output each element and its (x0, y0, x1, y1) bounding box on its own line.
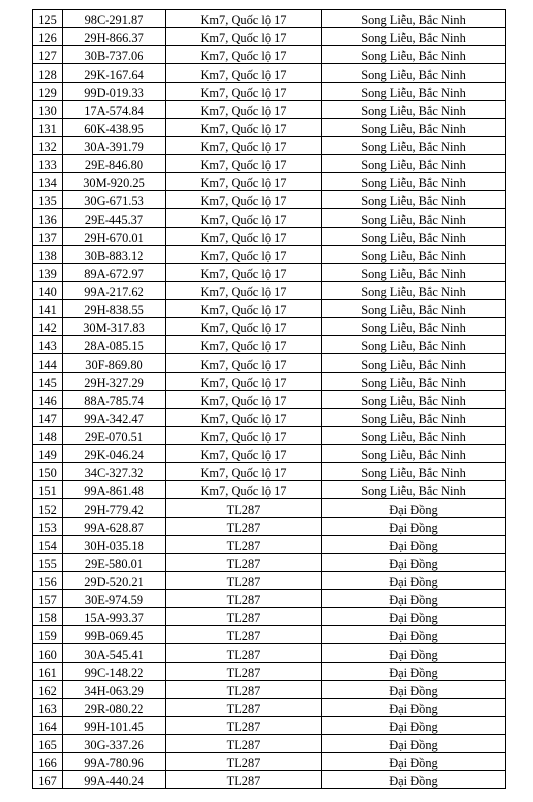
location-cell: Km7, Quốc lộ 17 (166, 173, 322, 191)
area-cell: Đại Đồng (322, 535, 506, 553)
table-row (33, 118, 506, 136)
row-number-cell: 133 (33, 155, 63, 173)
location-cell: TL287 (166, 644, 322, 662)
plate-number-cell: 99A-628.87 (63, 517, 166, 535)
row-number-cell: 132 (33, 136, 63, 154)
location-cell: Km7, Quốc lộ 17 (166, 28, 322, 46)
plate-number-cell: 34C-327.32 (63, 463, 166, 481)
area-cell: Đại Đồng (322, 626, 506, 644)
area-cell: Song Liễu, Bắc Ninh (322, 209, 506, 227)
plate-number-cell: 29H-838.55 (63, 300, 166, 318)
table-row (33, 535, 506, 553)
table-row (33, 644, 506, 662)
row-number-cell: 128 (33, 64, 63, 82)
row-number-cell: 155 (33, 553, 63, 571)
row-number-cell: 149 (33, 445, 63, 463)
plate-number-cell: 30F-869.80 (63, 354, 166, 372)
table-row (33, 227, 506, 245)
location-cell: Km7, Quốc lộ 17 (166, 463, 322, 481)
plate-number-cell: 30A-545.41 (63, 644, 166, 662)
table-row (33, 590, 506, 608)
table-row (33, 354, 506, 372)
area-cell: Đại Đồng (322, 662, 506, 680)
location-cell: Km7, Quốc lộ 17 (166, 118, 322, 136)
plate-number-cell: 99A-217.62 (63, 281, 166, 299)
location-cell: Km7, Quốc lộ 17 (166, 82, 322, 100)
area-cell: Song Liễu, Bắc Ninh (322, 354, 506, 372)
table-row (33, 46, 506, 64)
row-number-cell: 157 (33, 590, 63, 608)
row-number-cell: 138 (33, 245, 63, 263)
location-cell: Km7, Quốc lộ 17 (166, 10, 322, 28)
table-row (33, 716, 506, 734)
plate-number-cell: 99A-861.48 (63, 481, 166, 499)
area-cell: Đại Đồng (322, 753, 506, 771)
area-cell: Song Liễu, Bắc Ninh (322, 227, 506, 245)
location-cell: Km7, Quốc lộ 17 (166, 155, 322, 173)
location-cell: Km7, Quốc lộ 17 (166, 300, 322, 318)
table-row (33, 136, 506, 154)
table-row (33, 408, 506, 426)
area-cell: Đại Đồng (322, 644, 506, 662)
row-number-cell: 135 (33, 191, 63, 209)
plate-number-cell: 89A-672.97 (63, 263, 166, 281)
plate-number-cell: 99A-440.24 (63, 771, 166, 789)
table-row (33, 481, 506, 499)
location-cell: Km7, Quốc lộ 17 (166, 336, 322, 354)
location-cell: TL287 (166, 571, 322, 589)
table-row (33, 82, 506, 100)
location-cell: Km7, Quốc lộ 17 (166, 281, 322, 299)
area-cell: Đại Đồng (322, 698, 506, 716)
area-cell: Song Liễu, Bắc Ninh (322, 300, 506, 318)
row-number-cell: 159 (33, 626, 63, 644)
table-row (33, 209, 506, 227)
location-cell: Km7, Quốc lộ 17 (166, 245, 322, 263)
area-cell: Đại Đồng (322, 553, 506, 571)
location-cell: TL287 (166, 753, 322, 771)
area-cell: Song Liễu, Bắc Ninh (322, 10, 506, 28)
table-row (33, 608, 506, 626)
row-number-cell: 153 (33, 517, 63, 535)
row-number-cell: 150 (33, 463, 63, 481)
table-body (33, 10, 506, 789)
plate-number-cell: 99D-019.33 (63, 82, 166, 100)
table-row (33, 735, 506, 753)
table-row (33, 698, 506, 716)
plate-number-cell: 30M-920.25 (63, 173, 166, 191)
plate-number-cell: 99H-101.45 (63, 716, 166, 734)
plate-number-cell: 99C-148.22 (63, 662, 166, 680)
table-row (33, 517, 506, 535)
area-cell: Đại Đồng (322, 680, 506, 698)
table-row (33, 300, 506, 318)
location-cell: Km7, Quốc lộ 17 (166, 318, 322, 336)
area-cell: Đại Đồng (322, 517, 506, 535)
area-cell: Song Liễu, Bắc Ninh (322, 336, 506, 354)
row-number-cell: 127 (33, 46, 63, 64)
plate-number-cell: 30M-317.83 (63, 318, 166, 336)
area-cell: Đại Đồng (322, 716, 506, 734)
location-cell: Km7, Quốc lộ 17 (166, 227, 322, 245)
area-cell: Song Liễu, Bắc Ninh (322, 263, 506, 281)
location-cell: TL287 (166, 735, 322, 753)
area-cell: Song Liễu, Bắc Ninh (322, 445, 506, 463)
row-number-cell: 154 (33, 535, 63, 553)
plate-number-cell: 30E-974.59 (63, 590, 166, 608)
row-number-cell: 146 (33, 390, 63, 408)
row-number-cell: 156 (33, 571, 63, 589)
table-row (33, 372, 506, 390)
table-row (33, 155, 506, 173)
location-cell: Km7, Quốc lộ 17 (166, 46, 322, 64)
table-row (33, 28, 506, 46)
area-cell: Đại Đồng (322, 571, 506, 589)
area-cell: Song Liễu, Bắc Ninh (322, 318, 506, 336)
area-cell: Song Liễu, Bắc Ninh (322, 136, 506, 154)
location-cell: Km7, Quốc lộ 17 (166, 191, 322, 209)
row-number-cell: 162 (33, 680, 63, 698)
plate-number-cell: 60K-438.95 (63, 118, 166, 136)
table-row (33, 281, 506, 299)
table-row (33, 64, 506, 82)
plate-number-cell: 30B-883.12 (63, 245, 166, 263)
plate-number-cell: 15A-993.37 (63, 608, 166, 626)
location-cell: TL287 (166, 535, 322, 553)
area-cell: Đại Đồng (322, 499, 506, 517)
table-row (33, 680, 506, 698)
area-cell: Song Liễu, Bắc Ninh (322, 82, 506, 100)
location-cell: TL287 (166, 680, 322, 698)
row-number-cell: 164 (33, 716, 63, 734)
table-row (33, 336, 506, 354)
plate-number-cell: 29R-080.22 (63, 698, 166, 716)
row-number-cell: 137 (33, 227, 63, 245)
location-cell: Km7, Quốc lộ 17 (166, 263, 322, 281)
row-number-cell: 139 (33, 263, 63, 281)
plate-number-cell: 29E-580.01 (63, 553, 166, 571)
row-number-cell: 141 (33, 300, 63, 318)
table-row (33, 10, 506, 28)
row-number-cell: 167 (33, 771, 63, 789)
area-cell: Song Liễu, Bắc Ninh (322, 390, 506, 408)
area-cell: Song Liễu, Bắc Ninh (322, 245, 506, 263)
table-row (33, 318, 506, 336)
location-cell: Km7, Quốc lộ 17 (166, 64, 322, 82)
area-cell: Đại Đồng (322, 771, 506, 789)
location-cell: Km7, Quốc lộ 17 (166, 408, 322, 426)
plate-number-cell: 29H-327.29 (63, 372, 166, 390)
location-cell: Km7, Quốc lộ 17 (166, 481, 322, 499)
table-row (33, 263, 506, 281)
area-cell: Song Liễu, Bắc Ninh (322, 281, 506, 299)
row-number-cell: 129 (33, 82, 63, 100)
table-row (33, 191, 506, 209)
location-cell: Km7, Quốc lộ 17 (166, 445, 322, 463)
location-cell: Km7, Quốc lộ 17 (166, 100, 322, 118)
row-number-cell: 142 (33, 318, 63, 336)
row-number-cell: 158 (33, 608, 63, 626)
plate-number-cell: 29H-779.42 (63, 499, 166, 517)
row-number-cell: 165 (33, 735, 63, 753)
row-number-cell: 166 (33, 753, 63, 771)
row-number-cell: 163 (33, 698, 63, 716)
area-cell: Song Liễu, Bắc Ninh (322, 408, 506, 426)
row-number-cell: 147 (33, 408, 63, 426)
row-number-cell: 151 (33, 481, 63, 499)
plate-number-cell: 29E-070.51 (63, 426, 166, 444)
plate-number-cell: 30G-671.53 (63, 191, 166, 209)
location-cell: TL287 (166, 590, 322, 608)
area-cell: Song Liễu, Bắc Ninh (322, 481, 506, 499)
table-row (33, 426, 506, 444)
plate-number-cell: 30H-035.18 (63, 535, 166, 553)
table-row (33, 753, 506, 771)
plate-number-cell: 30B-737.06 (63, 46, 166, 64)
row-number-cell: 126 (33, 28, 63, 46)
plate-number-cell: 34H-063.29 (63, 680, 166, 698)
location-cell: TL287 (166, 608, 322, 626)
location-cell: TL287 (166, 517, 322, 535)
table-row (33, 571, 506, 589)
table-row (33, 499, 506, 517)
table-row (33, 173, 506, 191)
plates-table (32, 9, 506, 789)
row-number-cell: 148 (33, 426, 63, 444)
location-cell: Km7, Quốc lộ 17 (166, 136, 322, 154)
area-cell: Song Liễu, Bắc Ninh (322, 372, 506, 390)
plate-number-cell: 29E-445.37 (63, 209, 166, 227)
plate-number-cell: 30G-337.26 (63, 735, 166, 753)
plate-number-cell: 29D-520.21 (63, 571, 166, 589)
plate-number-cell: 99B-069.45 (63, 626, 166, 644)
area-cell: Song Liễu, Bắc Ninh (322, 28, 506, 46)
area-cell: Song Liễu, Bắc Ninh (322, 155, 506, 173)
area-cell: Song Liễu, Bắc Ninh (322, 64, 506, 82)
table-row (33, 771, 506, 789)
area-cell: Đại Đồng (322, 608, 506, 626)
row-number-cell: 160 (33, 644, 63, 662)
row-number-cell: 134 (33, 173, 63, 191)
area-cell: Song Liễu, Bắc Ninh (322, 426, 506, 444)
location-cell: Km7, Quốc lộ 17 (166, 426, 322, 444)
location-cell: TL287 (166, 771, 322, 789)
table-row (33, 445, 506, 463)
area-cell: Song Liễu, Bắc Ninh (322, 173, 506, 191)
table-row (33, 626, 506, 644)
location-cell: TL287 (166, 626, 322, 644)
area-cell: Song Liễu, Bắc Ninh (322, 191, 506, 209)
plate-number-cell: 29H-670.01 (63, 227, 166, 245)
plate-number-cell: 28A-085.15 (63, 336, 166, 354)
area-cell: Song Liễu, Bắc Ninh (322, 100, 506, 118)
row-number-cell: 140 (33, 281, 63, 299)
area-cell: Song Liễu, Bắc Ninh (322, 118, 506, 136)
location-cell: TL287 (166, 698, 322, 716)
location-cell: Km7, Quốc lộ 17 (166, 354, 322, 372)
table-row (33, 662, 506, 680)
plate-number-cell: 30A-391.79 (63, 136, 166, 154)
row-number-cell: 143 (33, 336, 63, 354)
plate-number-cell: 98C-291.87 (63, 10, 166, 28)
plate-number-cell: 99A-780.96 (63, 753, 166, 771)
table-row (33, 553, 506, 571)
table-row (33, 100, 506, 118)
area-cell: Song Liễu, Bắc Ninh (322, 46, 506, 64)
row-number-cell: 144 (33, 354, 63, 372)
plate-number-cell: 29K-167.64 (63, 64, 166, 82)
row-number-cell: 131 (33, 118, 63, 136)
plate-number-cell: 88A-785.74 (63, 390, 166, 408)
plate-number-cell: 29H-866.37 (63, 28, 166, 46)
plate-number-cell: 17A-574.84 (63, 100, 166, 118)
location-cell: TL287 (166, 553, 322, 571)
row-number-cell: 152 (33, 499, 63, 517)
plate-number-cell: 29E-846.80 (63, 155, 166, 173)
location-cell: TL287 (166, 499, 322, 517)
plate-number-cell: 29K-046.24 (63, 445, 166, 463)
table-row (33, 463, 506, 481)
table-row (33, 390, 506, 408)
area-cell: Đại Đồng (322, 735, 506, 753)
table-row (33, 245, 506, 263)
area-cell: Song Liễu, Bắc Ninh (322, 463, 506, 481)
row-number-cell: 145 (33, 372, 63, 390)
area-cell: Đại Đồng (322, 590, 506, 608)
row-number-cell: 130 (33, 100, 63, 118)
location-cell: Km7, Quốc lộ 17 (166, 372, 322, 390)
row-number-cell: 136 (33, 209, 63, 227)
plate-number-cell: 99A-342.47 (63, 408, 166, 426)
location-cell: TL287 (166, 662, 322, 680)
location-cell: TL287 (166, 716, 322, 734)
location-cell: Km7, Quốc lộ 17 (166, 209, 322, 227)
location-cell: Km7, Quốc lộ 17 (166, 390, 322, 408)
row-number-cell: 161 (33, 662, 63, 680)
row-number-cell: 125 (33, 10, 63, 28)
